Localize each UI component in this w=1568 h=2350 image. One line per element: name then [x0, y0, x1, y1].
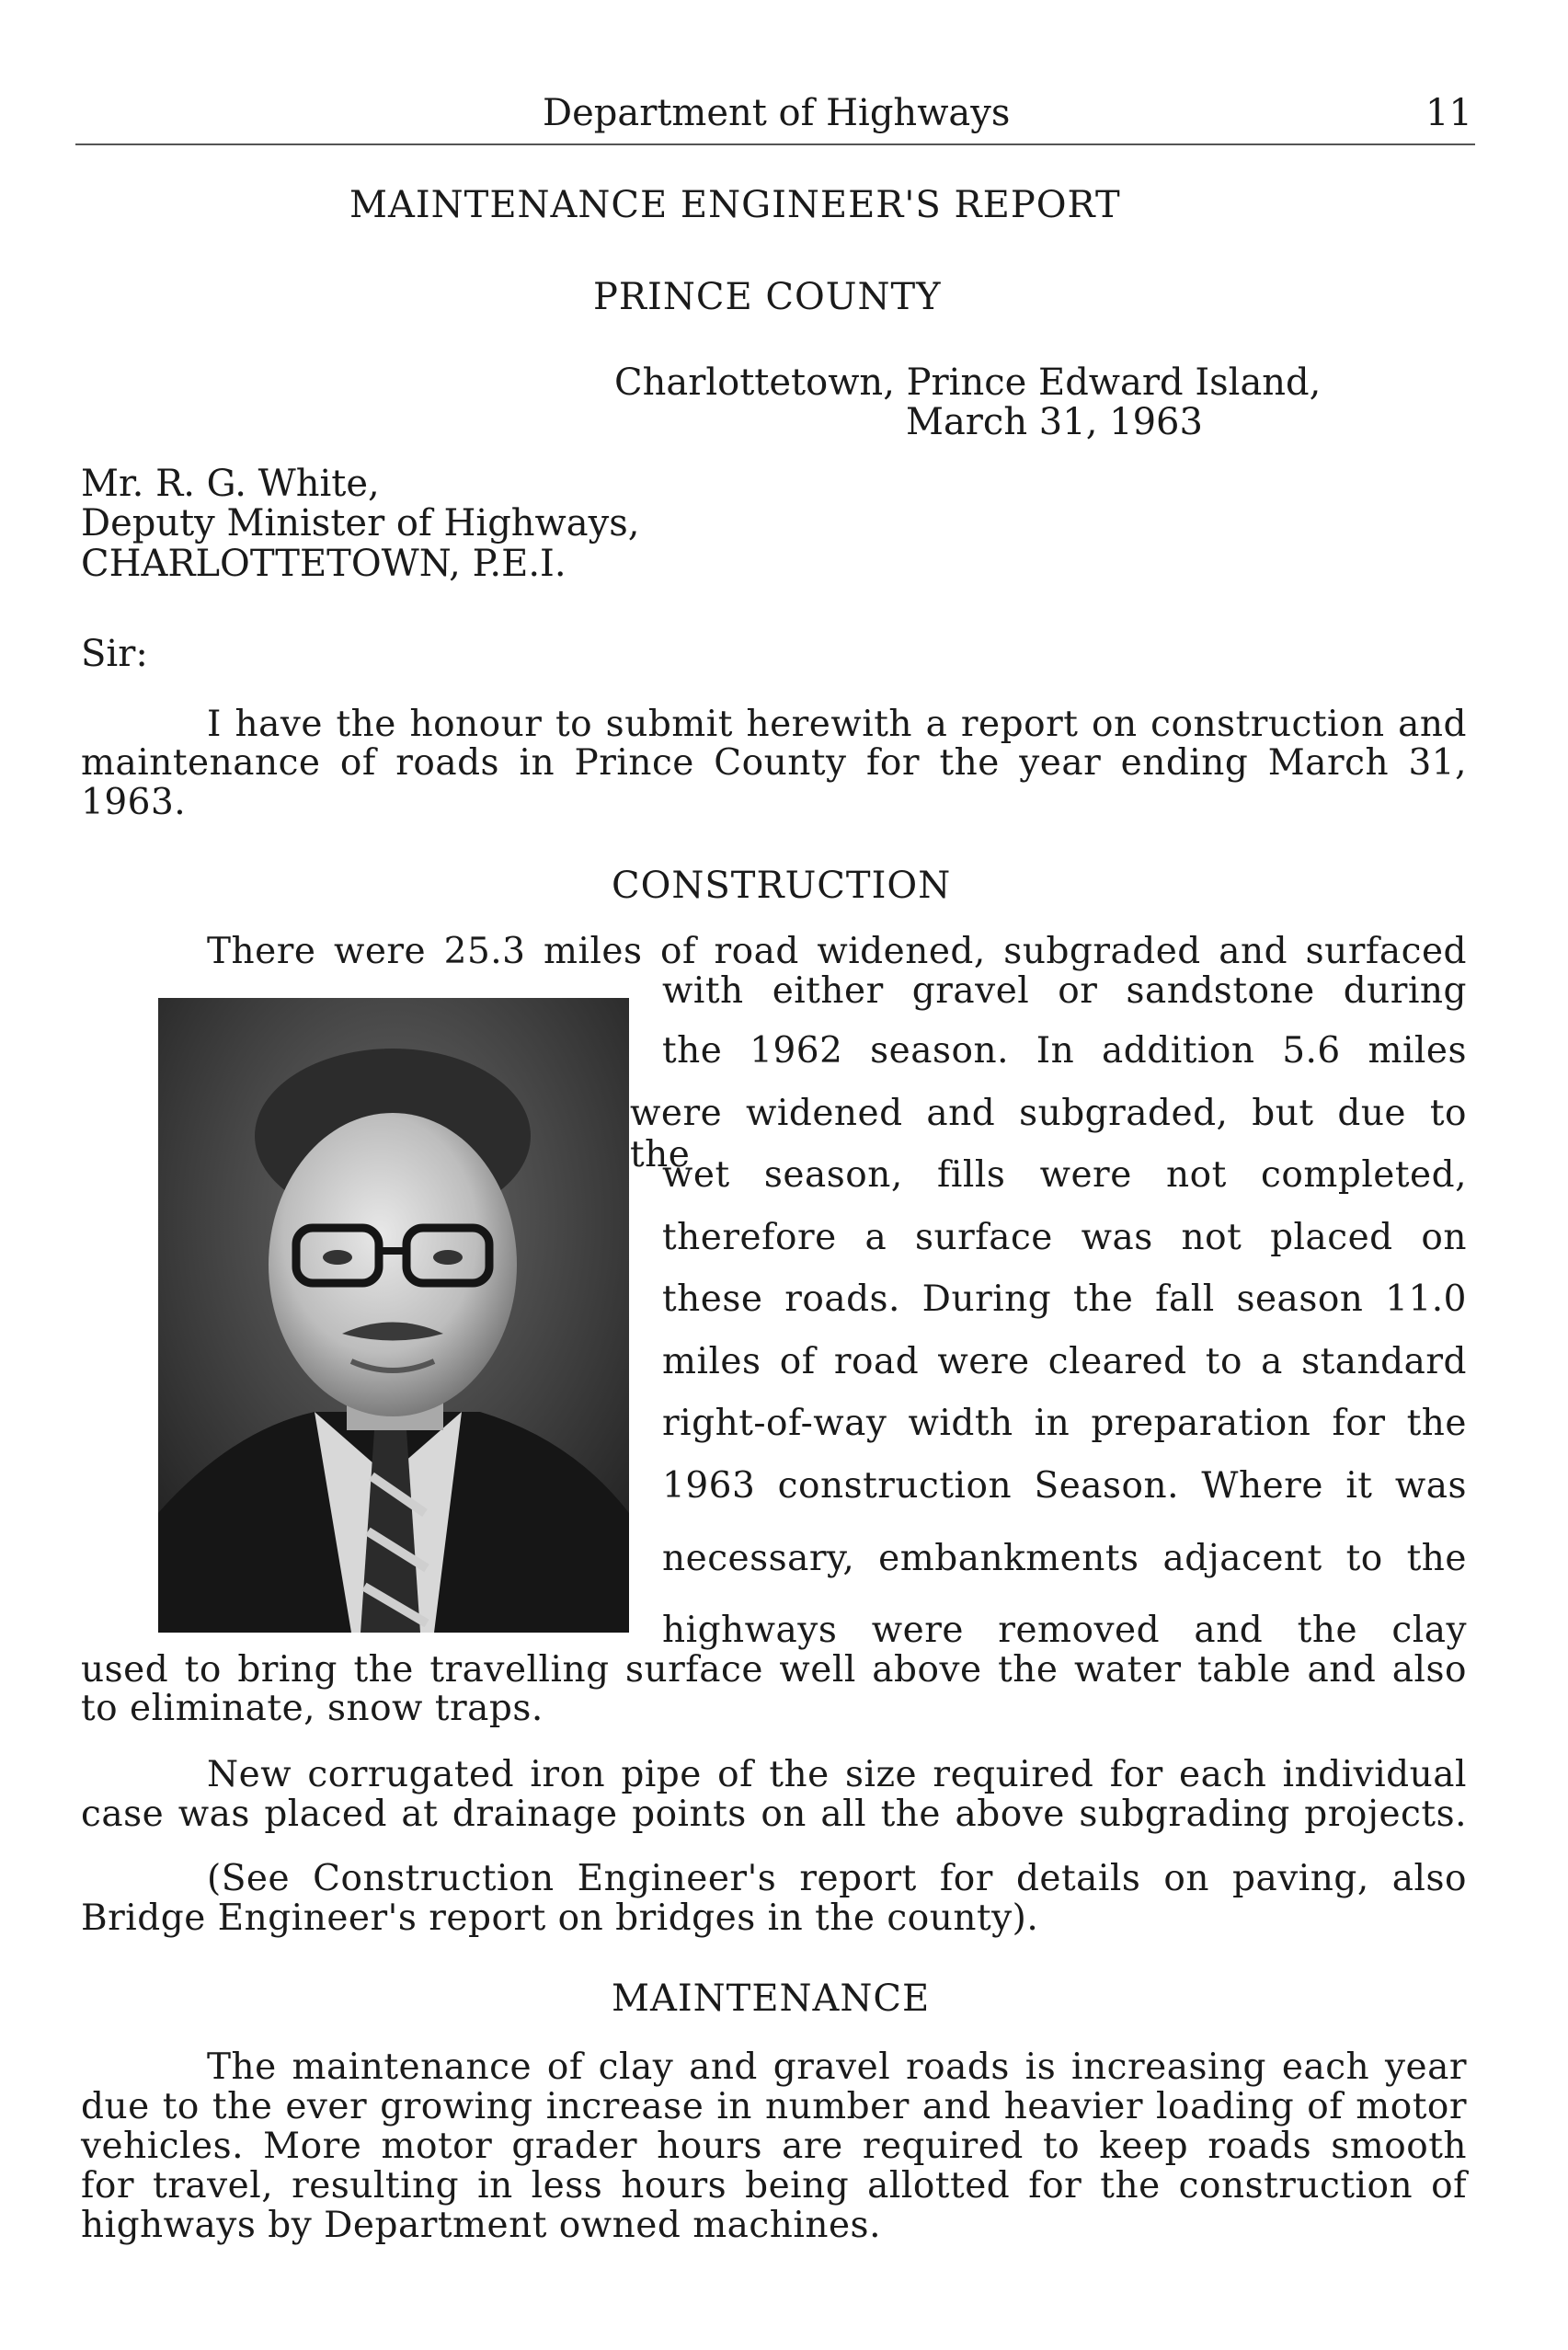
construction-line: these roads. During the fall season 11.0	[662, 1278, 1467, 1320]
construction-line: highways were removed and the clay	[662, 1610, 1467, 1651]
page-number: 11	[1425, 92, 1472, 134]
addressee-title: Deputy Minister of Highways,	[81, 502, 640, 545]
construction-line: used to bring the travelling surface well above the water table and also	[81, 1649, 1467, 1691]
construction-line: with either gravel or sandstone during	[662, 970, 1467, 1012]
addressee-city: CHARLOTTETOWN, P.E.I.	[81, 543, 567, 585]
construction-line: 1963 construction Season. Where it was	[662, 1465, 1467, 1507]
salutation: Sir:	[81, 633, 148, 675]
addressee-name: Mr. R. G. White,	[81, 463, 380, 505]
see-line: Bridge Engineer's report on bridges in the county).	[81, 1897, 1039, 1939]
construction-heading: CONSTRUCTION	[612, 865, 952, 907]
construction-line: wet season, fills were not completed,	[662, 1154, 1467, 1196]
see-line: (See Construction Engineer's report for details on paving, also	[207, 1858, 1467, 1899]
intro-line: I have the honour to submit herewith a report on construction and	[207, 704, 1467, 745]
running-header-title: Department of Highways	[543, 92, 1011, 134]
construction-line: the 1962 season. In addition 5.6 miles	[662, 1030, 1467, 1072]
portrait-photo	[158, 998, 629, 1633]
intro-line: maintenance of roads in Prince County for the year ending March 31,	[81, 742, 1467, 784]
maintenance-line: highways by Department owned machines.	[81, 2205, 881, 2246]
maintenance-line: The maintenance of clay and gravel roads is increasing each year	[207, 2046, 1467, 2088]
pipe-line: New corrugated iron pipe of the size required for each individual	[207, 1754, 1467, 1795]
construction-line: to eliminate, snow traps.	[81, 1688, 544, 1729]
intro-line: 1963.	[81, 782, 187, 823]
maintenance-line: vehicles. More motor grader hours are required to keep roads smooth	[81, 2126, 1467, 2167]
construction-line: miles of road were cleared to a standard	[662, 1341, 1467, 1382]
construction-line: necessary, embankments adjacent to the	[662, 1538, 1467, 1579]
pipe-line: case was placed at drainage points on all the above subgrading projects.	[81, 1794, 1467, 1835]
date-line: March 31, 1963	[906, 401, 1203, 443]
construction-line: were widened and subgraded, but due to the	[630, 1093, 1467, 1175]
construction-line: There were 25.3 miles of road widened, subgraded and surfaced	[207, 931, 1467, 972]
maintenance-heading: MAINTENANCE	[612, 1977, 931, 2020]
construction-line: right-of-way width in preparation for the	[662, 1403, 1467, 1444]
maintenance-line: due to the ever growing increase in number and heavier loading of motor	[81, 2086, 1467, 2127]
construction-line: therefore a surface was not placed on	[662, 1217, 1467, 1258]
county-title: PRINCE COUNTY	[593, 276, 942, 318]
place-line: Charlottetown, Prince Edward Island,	[614, 361, 1322, 404]
maintenance-line: for travel, resulting in less hours being allotted for the construction of	[81, 2165, 1467, 2207]
report-title: MAINTENANCE ENGINEER'S REPORT	[349, 184, 1121, 226]
header-rule	[75, 143, 1475, 145]
